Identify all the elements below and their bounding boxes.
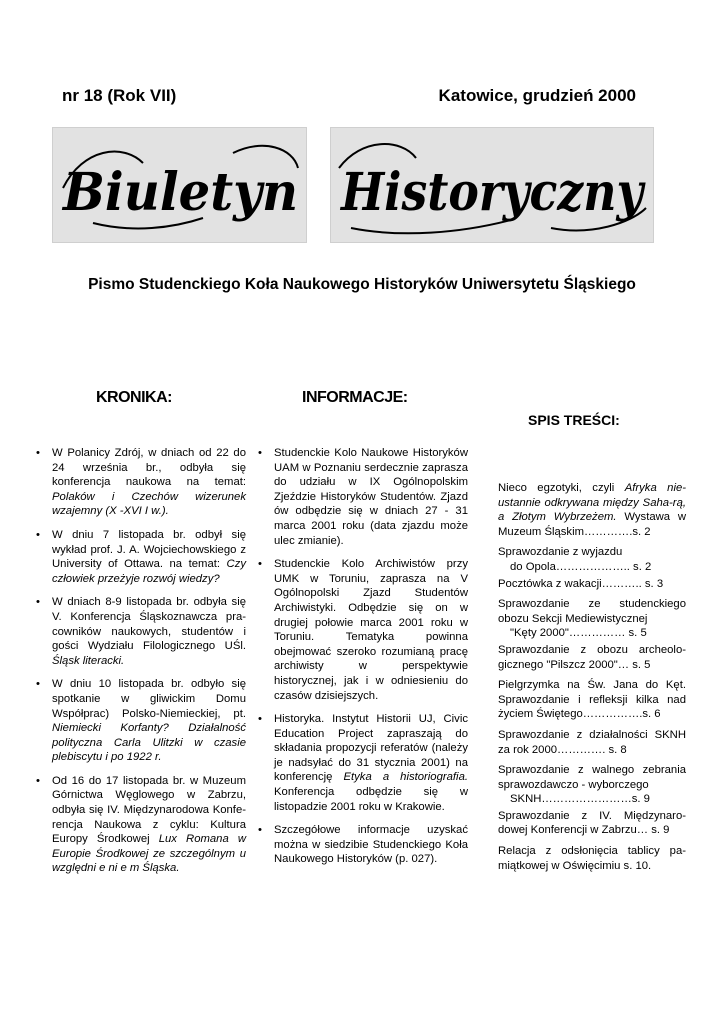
toc-item: Sprawozdanie ze studenckiego obozu Sekcji Mediewistycznej "Kęty 2000"…………… s. 5 bbox=[498, 598, 686, 640]
toc-list bbox=[498, 481, 686, 879]
informacje-item: • Studenckie Kolo Naukowe Historyków UAM w Poznaniu serdecznie zaprasza do udziału w IX Ogólnopolskim Zjeździe Historyków Studentów. Zjazd ów odbędzie się w dniach 27 - 31 marca 2001 roku (data zjazdu może ulec zmianie). bbox=[256, 446, 468, 548]
place-date: Katowice, grudzień 2000 bbox=[438, 86, 636, 105]
informacje-heading: INFORMACJE: bbox=[302, 389, 408, 406]
toc-item: Sprawozdanie z IV. Międzynaro-dowej Konferencji w Zabrzu… s. 9 bbox=[498, 809, 686, 837]
toc-item: Sprawozdanie z działalności SKNH za rok 2000…………. s. 8 bbox=[498, 728, 686, 756]
informacje-item: • Szczegółowe informacje uzyskać można w siedzibie Studenckiego Koła Naukowego Historyków (p. 027). bbox=[256, 823, 468, 867]
toc-item: Sprawozdanie z walnego zebrania sprawozdawczo - wyborczego SKNH……………………s. 9 bbox=[498, 764, 686, 806]
issue-number: nr 18 (Rok VII) bbox=[62, 86, 177, 105]
kronika-item: • W dniu 7 listopada br. odbył się wykład prof. J. A. Wojciechowskiego z University of Ottawa. na temat: Czy człowiek przeżyje rozwój wiedzy? bbox=[34, 528, 246, 586]
masthead-word1: Biuletyn bbox=[61, 162, 298, 223]
informacje-list bbox=[256, 446, 468, 876]
subtitle: Pismo Studenckiego Koła Naukowego Historyków Uniwersytetu Śląskiego bbox=[88, 276, 636, 293]
toc-item: Nieco egzotyki, czyli Afryka nie-ustannie odkrywana między Saha-rą, a Złotym Wybrzeżem. Wystawa w Muzeum Śląskim………….s. 2 bbox=[498, 482, 686, 538]
masthead-logo-left bbox=[52, 127, 307, 243]
kronika-item: • Od 16 do 17 listopada br. w Muzeum Górnictwa Węglowego w Zabrzu, odbyła się IV. Międzynarodowa Konfe-rencja Naukowa z cyklu: Kultura Europy Środkowej Lux Romana w Europie Środkowej ze szczególnym u względni e ni e m Śląska. bbox=[34, 774, 246, 876]
kronika-list bbox=[34, 446, 246, 885]
toc-item: Sprawozdanie z wyjazdu do Opola……………….. s. 2 bbox=[498, 546, 652, 573]
toc-item: Pocztówka z wakacji……….. s. 3 bbox=[498, 577, 664, 590]
toc-item: Sprawozdanie z obozu archeolo-gicznego "Pilszcz 2000"… s. 5 bbox=[498, 643, 686, 671]
kronika-item: • W dniach 8-9 listopada br. odbyła się V. Konferencja Śląskoznawcza pra-cowników naukowych, studentów i gości Wydziału Filologicznego UŚl. Śląsk literacki. bbox=[34, 595, 246, 668]
toc-heading: SPIS TREŚCI: bbox=[528, 412, 620, 428]
toc-item: Relacja z odsłonięcia tablicy pa-miątkowej w Oświęcimiu s. 10. bbox=[498, 845, 686, 872]
informacje-item: • Studenckie Kolo Archiwistów przy UMK w Toruniu, zaprasza na V Ogólnopolski Zjazd Studentów Archiwistyki. Odbędzie się on w drugiej połowie marca 2001 roku w Toruniu. Tematyka powinna obejmować szeroko rozumianą pracę archiwisty w perspektywie historycznej, jak i w odniesieniu do czasów dzisiejszych. bbox=[256, 557, 468, 703]
kronika-heading: KRONIKA: bbox=[96, 389, 172, 406]
informacje-item: • Historyka. Instytut Historii UJ, Civic Education Project zapraszają do składania propozycji referatów (należy je nadsyłać do 31 stycznia 2001) na konferencję Etyka a historiografia. Konferencja odbędzie się w listopadzie 2001 roku w Krakowie. bbox=[256, 712, 468, 814]
masthead-logo-right bbox=[330, 127, 654, 243]
masthead-word2: Historyczny bbox=[339, 162, 647, 223]
kronika-item: • W Polanicy Zdrój, w dniach od 22 do 24 września br., odbyła się konferencja naukowa na temat: Polaków i Czechów wizerunek wzajemny (X -XVI I w.). bbox=[34, 446, 246, 519]
kronika-item: • W dniu 10 listopada br. odbyło się spotkanie w gliwickim Domu Współprac) Polsko-Niemieckiej, pt. Niemiecki Korfanty? Działalność polityczna Carla Ulitzki w czasie plebiscytu i po 1922 r. bbox=[34, 677, 246, 765]
toc-item: Pielgrzymka na Św. Jana do Kęt. Sprawozdanie i refleksji kilka nad życiem Świętego…………….s. 6 bbox=[498, 679, 686, 721]
